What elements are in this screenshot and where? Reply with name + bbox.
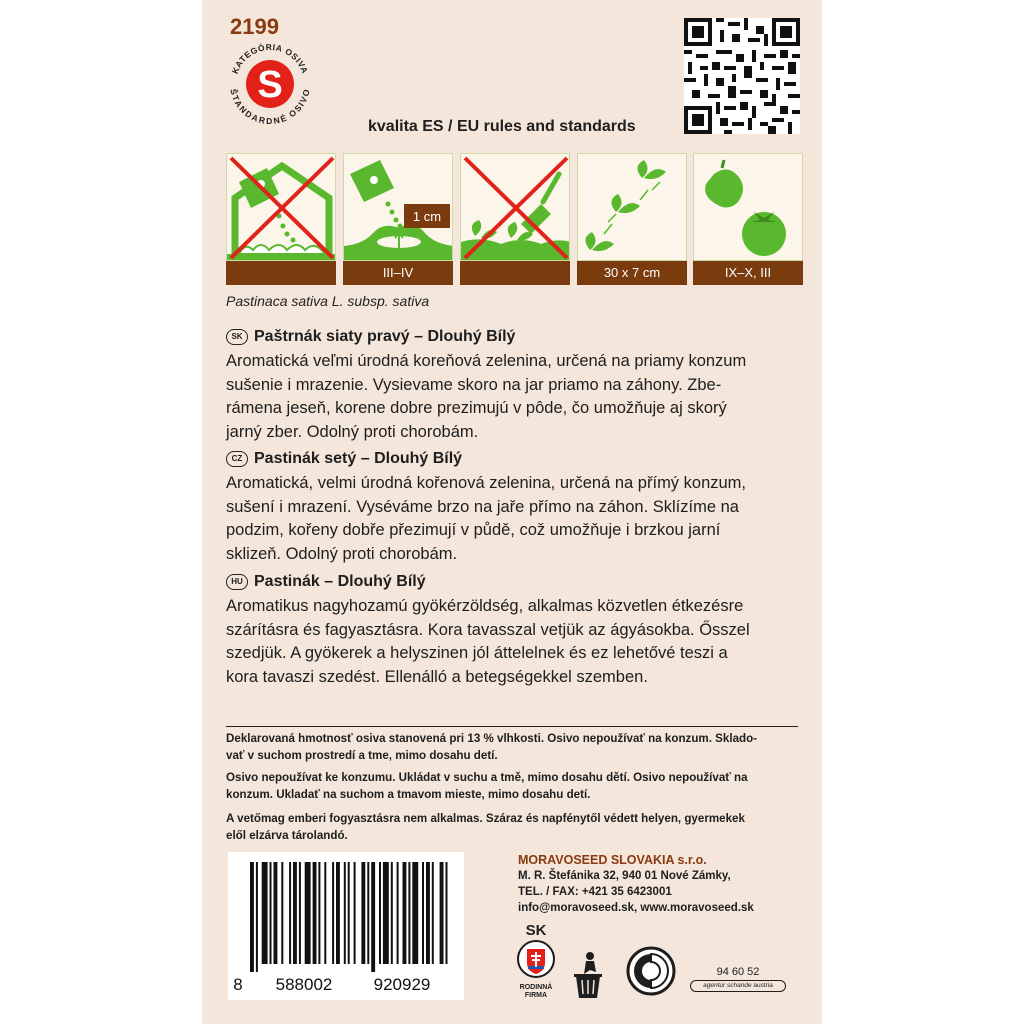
- seed-packet: [202, 0, 822, 1024]
- fine-print-hu: A vetőmag emberi fogyasztásra nem alkalmas. Száraz és napfénytől védett helyen, gyermekek elől elzárva tárolandó.: [226, 812, 745, 842]
- family-firm-label-1: RODINNÁ: [519, 984, 553, 991]
- lang-badge-cz: CZ: [226, 451, 248, 467]
- barcode-bar: [383, 862, 389, 964]
- lang-badge-hu: HU: [226, 574, 248, 590]
- latin-name: Pastinaca sativa L. subsp. sativa: [226, 293, 430, 309]
- section-body-cz: Aromatická, velmi úrodná kořenová zelenina, určená na přímý konzum, sušení i mrazení. Vyséváme brzo na jaře přímo na záhon. Sklízíme na podzim, kořeny dobře přezimují v půdě, což umožňuje i brzkou jarní sklizeň. Odolný proti chorobám.: [226, 474, 746, 563]
- barcode-bar: [318, 862, 320, 964]
- icon-transplanting-crossed: [460, 153, 570, 285]
- barcode-bar: [371, 862, 375, 972]
- barcode-bar: [262, 862, 268, 964]
- company-web: info@moravoseed.sk, www.moravoseed.sk: [518, 902, 754, 914]
- icon-spacing: [577, 153, 687, 285]
- barcode-bar: [440, 862, 444, 964]
- agentur-country: austria: [753, 982, 773, 989]
- barcode-bar: [313, 862, 317, 964]
- qr-code[interactable]: [684, 18, 800, 134]
- barcode-bar: [250, 862, 254, 972]
- barcode-bar: [422, 862, 424, 964]
- trash-bin-icon: [572, 950, 604, 1000]
- fine-print-cz: Osivo nepoužívat ke konzumu. Ukládat v suchu a tmě, mimo dosahu dětí. Osivo nepoužívať na konzum. Ukladať na suchom a tmavom mieste, mimo dosahu detí.: [226, 771, 748, 801]
- product-code: 2199: [230, 14, 279, 39]
- icon-label: [226, 261, 336, 285]
- barcode-bar: [344, 862, 346, 964]
- barcode-bar: [281, 862, 283, 964]
- icon-label: III–IV: [343, 261, 453, 285]
- barcode-bar: [299, 862, 301, 964]
- barcode-bar: [332, 862, 334, 964]
- seal-letter: S: [257, 64, 283, 106]
- green-dot-recycling-icon: [626, 946, 676, 996]
- barcode-bar: [426, 862, 430, 964]
- icon-label: 30 x 7 cm: [577, 261, 687, 285]
- barcode-bar: [256, 862, 258, 972]
- icon-greenhouse-crossed: [226, 153, 336, 285]
- barcode-bar: [324, 862, 326, 964]
- barcode-bar: [361, 862, 365, 964]
- icon-label: [460, 261, 570, 285]
- registration-number: 94 60 52: [716, 966, 760, 978]
- icon-direct-sowing: [343, 153, 453, 285]
- section-title-sk: SK Paštrnák siaty pravý – Dlouhý Bílý: [226, 328, 515, 346]
- barcode-bar: [270, 862, 272, 964]
- divider: [226, 726, 798, 727]
- section-title-hu: HU Pastinák – Dlouhý Bílý: [226, 573, 426, 591]
- icon-harvest: [693, 153, 803, 285]
- barcode-bar: [391, 862, 393, 964]
- seal-ring-top: KATEGÓRIA OSIVA: [229, 41, 311, 76]
- section-body-sk: Aromatická veľmi úrodná koreňová zelenina, určená na priamy konzum sušenie i mrazenie. Vysievame skoro na jar priamo na záhony. Zbe- rámena jeseň, korene dobre prezimujú v pôde, čo umožňuje aj skorý jarný zber. Odolný proti chorobám.: [226, 352, 747, 441]
- barcode-bar: [397, 862, 399, 964]
- barcode-bar: [412, 862, 418, 964]
- barcode-digits-right: 920929: [373, 975, 431, 994]
- section-title-cz: CZ Pastinák setý – Dlouhý Bílý: [226, 450, 462, 468]
- agentur-badge: [690, 966, 786, 996]
- seal-ring-bottom: ŠTANDARDNÉ OSIVO: [228, 87, 312, 127]
- company-info: [518, 852, 754, 916]
- barcode-bar: [289, 862, 291, 964]
- quality-standard: kvalita ES / EU rules and standards: [368, 118, 636, 135]
- icon-label: IX–X, III: [693, 261, 803, 285]
- barcode-bar: [305, 862, 311, 964]
- company-phone: TEL. / FAX: +421 35 6423001: [518, 886, 672, 898]
- barcode-bar: [367, 862, 369, 964]
- lang-badge-sk: SK: [226, 329, 248, 345]
- barcode-bar: [348, 862, 350, 964]
- barcode-bar: [274, 862, 278, 964]
- barcode-bar: [408, 862, 410, 964]
- section-body-hu: Aromatikus nagyhozamú gyökérzöldség, alkalmas közvetlen étkezésre szárításra és fagyasztásra. Kora tavasszal vetjük az ágyásokba. Ősszel szedjük. A gyökerek a helyszinen jól áttelelnek és ez lehetővé teszi a kora tavaszi szedést. Ellenálló a betegségekkel szemben.: [226, 597, 750, 686]
- barcode-digits-left: 588002: [275, 975, 333, 994]
- family-firm-label-2: FIRMA: [524, 992, 548, 999]
- fine-print-sk: Deklarovaná hmotnosť osiva stanovená pri 13 % vlhkosti. Osivo nepoužívať na konzum. Sklado- vať v suchom prostredí a tme, mimo dosahu detí.: [226, 732, 758, 762]
- company-address: M. R. Štefánika 32, 940 01 Nové Zámky,: [518, 870, 731, 882]
- barcode-bar: [336, 862, 340, 964]
- agentur-name: agentur schande: [703, 982, 752, 989]
- barcode: [228, 852, 464, 1000]
- sowing-depth: 1 cm: [412, 209, 442, 224]
- category-seal: [226, 40, 314, 128]
- barcode-bar: [293, 862, 297, 964]
- barcode-bar: [432, 862, 434, 964]
- country-code: SK: [525, 922, 547, 939]
- barcode-bar: [354, 862, 356, 964]
- slovak-emblem-icon: [516, 939, 556, 979]
- company-name: MORAVOSEED SLOVAKIA s.r.o.: [518, 853, 707, 867]
- family-firm-badge: [514, 922, 558, 1012]
- barcode-digit-first: 8: [233, 975, 243, 994]
- barcode-bar: [403, 862, 407, 964]
- barcode-bar: [379, 862, 381, 964]
- barcode-bar: [446, 862, 448, 964]
